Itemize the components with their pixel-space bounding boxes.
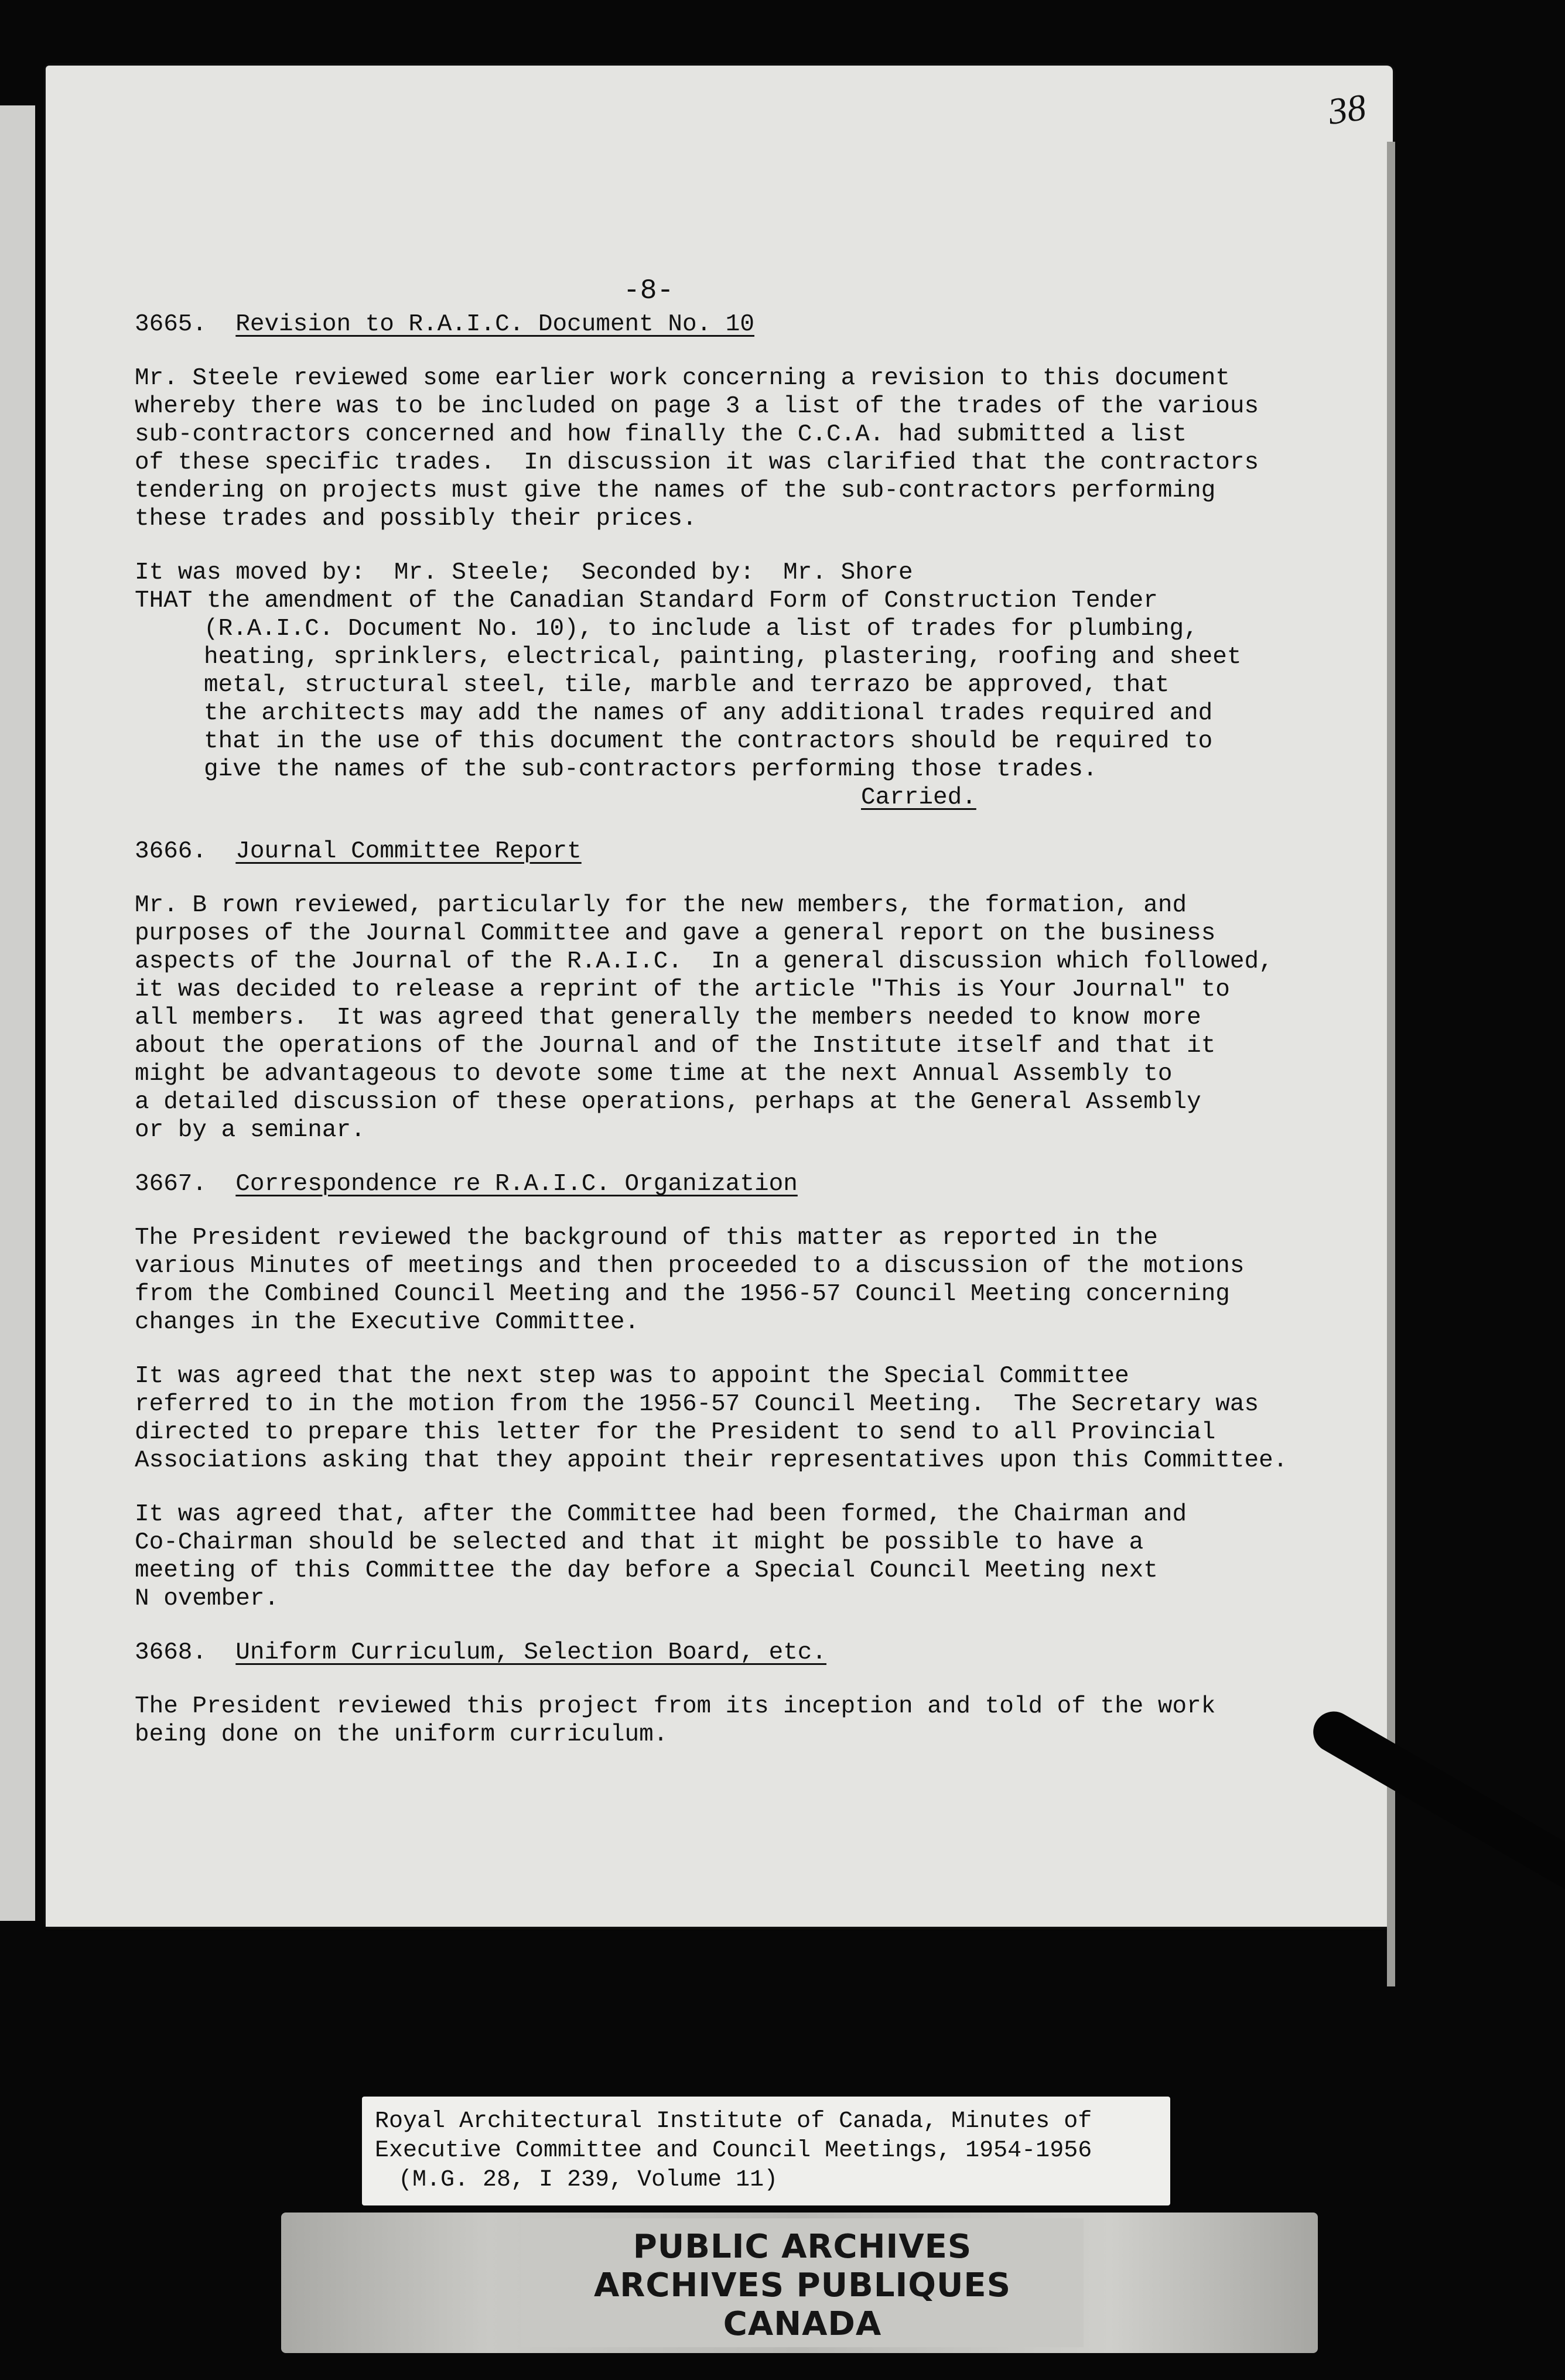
section-3665 bbox=[135, 310, 1306, 812]
motion-result: Carried. bbox=[861, 784, 976, 811]
handwritten-page-number: 38 bbox=[1325, 86, 1369, 133]
adjacent-page-edge bbox=[0, 105, 35, 1921]
stamp-line-1: PUBLIC ARCHIVES bbox=[633, 2228, 972, 2266]
section-heading bbox=[135, 1639, 1306, 1667]
stamp-plate bbox=[521, 2218, 1084, 2347]
citation-line-3: (M.G. 28, I 239, Volume 11) bbox=[398, 2167, 778, 2193]
section-3667 bbox=[135, 1170, 1306, 1613]
paragraph: It was agreed that the next step was to appoint the Special Committee referred to in the motion from the 1956-57 Council Meeting. The Secretary was directed to prepare this letter for the President to send to all Provincial Associations asking that they appoint their representatives upon this Committee. bbox=[135, 1363, 1288, 1474]
paragraph: The President reviewed this project from its inception and told of the work being done on the uniform curriculum. bbox=[135, 1693, 1216, 1748]
citation-line-1: Royal Architectural Institute of Canada, Minutes of bbox=[375, 2108, 1092, 2135]
section-title: Uniform Curriculum, Selection Board, etc. bbox=[235, 1639, 827, 1666]
archive-citation-label bbox=[362, 2097, 1170, 2205]
paragraph: Mr. Steele reviewed some earlier work concerning a revision to this document whereby there was to be included on page 3 a list of the trades of the various sub-contractors concerned and how finally the C.C.A. had submitted a list of these specific trades. In discussion it was clarified that the contractors tendering on projects must give the names of the sub-contractors performing these trades and possibly their prices. bbox=[135, 365, 1259, 532]
paragraph: Mr. B rown reviewed, particularly for the new members, the formation, and purposes of the Journal Committee and gave a general report on the business aspects of the Journal of the R.A.I.C. In a general discussion which followed, it was decided to release a reprint of the article "This is Your Journal" to all members. It was agreed that generally the members needed to know more about the operations of the Journal and of the Institute itself and that it might be advantageous to devote some time at the next Annual Assembly to a detailed discussion of these operations, perhaps at the General Assembly or by a seminar. bbox=[135, 892, 1273, 1144]
archives-stamp bbox=[281, 2213, 1318, 2353]
section-title: Revision to R.A.I.C. Document No. 10 bbox=[235, 311, 754, 338]
stamp-line-3: CANADA bbox=[723, 2305, 882, 2343]
section-number: 3668. bbox=[135, 1639, 207, 1666]
motion-text: (R.A.I.C. Document No. 10), to include a list of trades for plumbing, heating, sprinklers, electrical, painting, plastering, roofing and sheet metal, structural steel, tile, marble and terrazo be approved, that the architects may add the names of any additional trades required and that in the use of this document the contractors should be required to give the names of the sub-contractors performing those trades. bbox=[204, 615, 1242, 783]
section-heading bbox=[135, 1170, 1306, 1198]
section-title: Journal Committee Report bbox=[235, 838, 582, 865]
section-number: 3665. bbox=[135, 311, 207, 338]
page-stack-edge bbox=[1387, 142, 1395, 1986]
minutes-body bbox=[135, 310, 1306, 1774]
section-3666 bbox=[135, 837, 1306, 1144]
section-3668 bbox=[135, 1639, 1306, 1749]
section-heading bbox=[135, 837, 1306, 866]
paragraph: The President reviewed the background of this matter as reported in the various Minutes of meetings and then proceeded to a discussion of the motions from the Combined Council Meeting and the 1956-57 Council Meeting concerning changes in the Executive Committee. bbox=[135, 1225, 1245, 1336]
section-heading bbox=[135, 310, 1306, 338]
section-number: 3666. bbox=[135, 838, 207, 865]
section-number: 3667. bbox=[135, 1171, 207, 1198]
section-title: Correspondence re R.A.I.C. Organization bbox=[235, 1171, 798, 1198]
typed-page-mark: -8- bbox=[623, 275, 674, 307]
paragraph: It was agreed that, after the Committee had been formed, the Chairman and Co-Chairman should be selected and that it might be possible to have a meeting of this Committee the day before a Special Council Meeting next N ovember. bbox=[135, 1501, 1187, 1612]
motion-intro: It was moved by: Mr. Steele; Seconded by: Mr. Shore THAT the amendment of the Canadian Standard Form of Construction Tender bbox=[135, 559, 1158, 614]
stamp-line-2: ARCHIVES PUBLIQUES bbox=[593, 2266, 1012, 2304]
citation-line-2: Executive Committee and Council Meetings, 1954-1956 bbox=[375, 2138, 1092, 2164]
